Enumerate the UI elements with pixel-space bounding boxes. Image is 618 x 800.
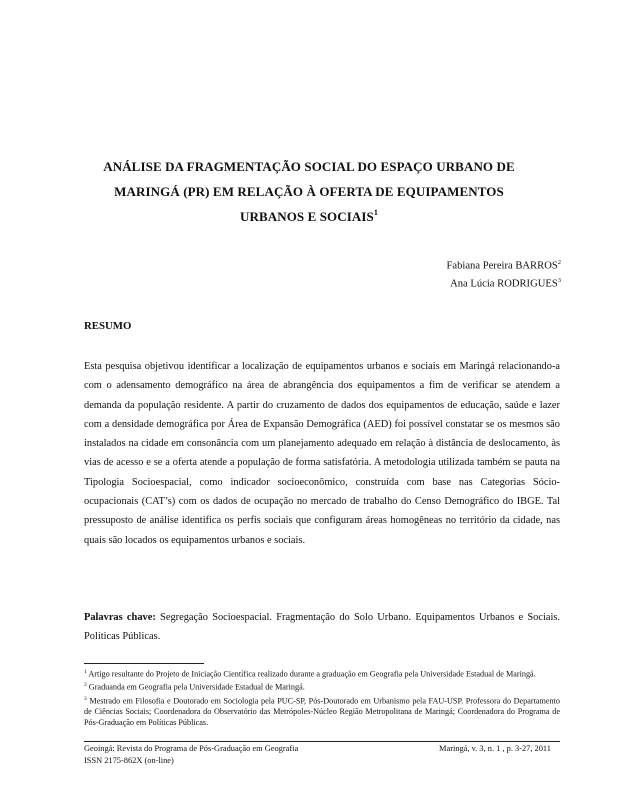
footer-journal: Geoingá: Revista do Programa de Pós-Graduação em Geografia — [84, 744, 299, 753]
footer-journal-info — [84, 743, 298, 767]
footnote-1 — [84, 667, 560, 680]
author-1-mark: 2 — [557, 259, 561, 266]
footnote-3-mark: 3 — [84, 695, 87, 702]
paper-title — [70, 154, 548, 229]
abstract-text: Esta pesquisa objetivou identificar a localização de equipamentos urbanos e sociais em Maringá relacionando-a com o adensamento demográfico na área de abrangência dos equipamentos a fim de verificar se atendem a demanda da população residente. A partir do cruzamento de dados dos equipamentos de educação, saúde e lazer com a densidade demográfica por Área de Expansão Demográfica (AED) foi possível constatar se os mesmos são instalados na cidade em consonância com um planejamento adequado em relação à distância de deslocamento, às vias de acesso e se a oferta atende a população de forma satisfatória. A metodologia utilizada também se pauta na Tipologia Socioespacial, como indicador socioeconômico, construída com base nas Categorias Sócio-ocupacionais (CAT’s) com os dados de ocupação no mercado de trabalho do Censo Demográfico do IBGE. Tal pressuposto de análise identifica os perfis sociais que configuram áreas homogêneas no território da cidade, nas quais são locados os equipamentos urbanos e sociais. — [84, 361, 560, 546]
keywords — [84, 608, 560, 647]
footer-citation: Maringá, v. 3, n. 1 , p. 3-27, 2011 — [439, 744, 551, 753]
title-line-3 — [70, 204, 548, 229]
footnote-divider — [84, 663, 204, 664]
footnote-3 — [84, 694, 560, 729]
footnote-2-mark: 2 — [84, 682, 87, 689]
author-1-name: Fabiana Pereira BARROS — [446, 260, 558, 272]
author-1 — [447, 256, 561, 274]
footnote-2 — [84, 680, 560, 693]
footnote-2-text: Graduanda em Geografia pela Universidade Estadual de Maringá. — [86, 683, 305, 693]
author-list — [447, 256, 561, 291]
author-2 — [447, 274, 561, 292]
keywords-label: Palavras chave: — [84, 612, 156, 623]
footnotes — [84, 667, 560, 728]
title-line-2: MARINGÁ (PR) EM RELAÇÃO À OFERTA DE EQUIPAMENTOS — [114, 184, 504, 199]
footer-issn: ISSN 2175-862X (on-line) — [84, 756, 174, 765]
title-line-3-text: URBANOS E SOCIAIS — [239, 209, 374, 224]
author-2-name: Ana Lúcia RODRIGUES — [450, 278, 558, 290]
keywords-text: Segregação Socioespacial. Fragmentação do Solo Urbano. Equipamentos Urbanos e Sociais. Políticas Públicas. — [84, 612, 560, 643]
abstract-heading: RESUMO — [84, 320, 132, 332]
author-2-mark: 3 — [557, 276, 561, 284]
footnote-3-text: Mestrado em Filosofia e Doutorado em Sociologia pela PUC-SP, Pós-Doutorado em Urbanismo pela FAU-USP. Professora do Departamento de Ciências Sociais; Coordenadora do Observatório das Metrópoles-Núcleo Região Metropolitana de Maringá; Coordenadora do Programa de Pós-Graduação em Políticas Públicas. — [84, 696, 560, 727]
footnote-1-text: Artigo resultante do Projeto de Iniciação Científica realizado durante a graduação em Geografia pela Universidade Estadual de Maringá. — [86, 669, 536, 679]
footer-divider — [84, 741, 560, 742]
title-footnote-mark: 1 — [373, 207, 378, 217]
title-line-1: ANÁLISE DA FRAGMENTAÇÃO SOCIAL DO ESPAÇO URBANO DE — [103, 159, 515, 174]
footnote-1-mark: 1 — [84, 669, 87, 675]
